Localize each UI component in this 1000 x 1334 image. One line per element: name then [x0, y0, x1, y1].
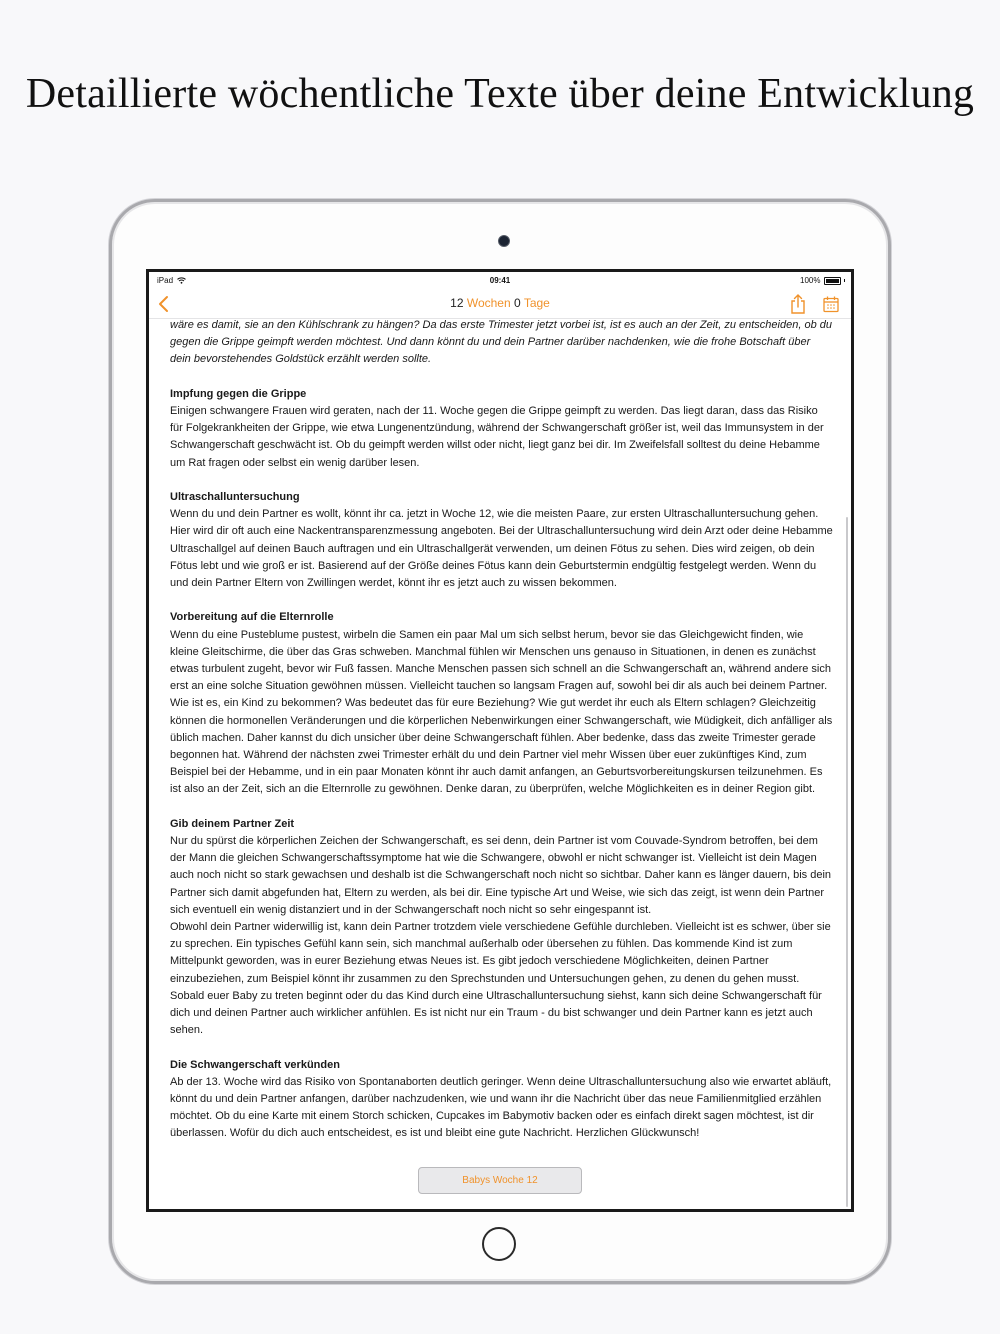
battery-icon [824, 277, 841, 285]
scroll-indicator[interactable] [846, 517, 848, 1207]
front-camera [498, 235, 510, 247]
section-body-partner: Nur du spürst die körperlichen Zeichen der Schwangerschaft, es sei denn, dein Partner ist vom Couvade-Syndrom betroffen, bei dem der Mann die gleichen Schwangerschaftssymptome hat wie die Schwangere, obwohl er nicht schwanger ist. Vielleicht ist dein Magen auch noch nicht so stark gewachsen und deshalb ist die Schwangerschaft noch nicht so sichtbar. Daher kann es länger dauern, bis dein Partner sich damit abgefunden hat, Eltern zu werden, als bei dir. Eine typische Art und Weise, wie sich das zeigt, ist wenn dein Partner sich eventuell ein wenig distanziert und in der Schwangerschaft noch nicht so sehr eingespannt ist. [170, 835, 832, 916]
week-number: 12 [450, 296, 464, 310]
section-body-elternrolle: Wenn du eine Pusteblume pustest, wirbeln die Samen ein paar Mal um sich selbst herum, bevor sie das Gleichgewicht finden, wie kleine Gleitschirme, die über das Gras schweben. Manchmal fühlen wir Menschen uns genauso in Situationen, in denen es zunächst etwas turbulent zugeht, bevor wir Fuß fassen. Manche Menschen passen sich schnell an die Schwangerschaft an, während andere sich erst an eine solche Situation gewöhnen müssen. Vielleicht tauchen so langsam Fragen auf, sowohl bei dir als auch bei deinem Partner. Wie ist es, ein Kind zu bekommen? Was bedeutet das für eure Beziehung? Wie gut werdet ihr euch als Eltern schlagen? Gleichzeitig können die hormonellen Veränderungen und die körperlichen Nebenwirkungen einer Schwangerschaft, wie Müdigkeit, dich anfälliger als üblich machen. Daher kannst du dich unsicher über deine Schwangerschaft fühlen. Aber bedenke, dass das zweite Trimester gerade begonnen hat. Während der nächsten zwei Trimester erhält du und dein Partner viel mehr Wissen über euer zukünftiges Kind, zum Beispiel bei der Hebamme, und in ein paar Monaten könnt ihr auch damit anfangen, an Geburtsvorbereitungskursen teilzunehmen. Es ist also an der Zeit, sich an die Elternrolle zu gewöhnen. Denke daran, zu überprüfen, welche Möglichkeiten es in deiner Region gibt. [170, 628, 833, 796]
share-button[interactable] [789, 293, 807, 315]
section-title-verkuenden: Die Schwangerschaft verkünden [170, 1058, 340, 1071]
article-content [170, 317, 833, 1143]
status-time: 09:41 [489, 276, 511, 285]
section-body-partner-2: Obwohl dein Partner widerwillig ist, kann dein Partner trotzdem viele verschiedene Gefühle durchleben. Vielleicht ist es schwer, über sie zu sprechen. Ein typisches Gefühl kann sein, sich manchmal außerhalb oder übersehen zu fühlen. Das kommende Kind ist zum Mittelpunkt geworden, was in eurer Beziehung etwas Neues ist. Es gibt jedoch verschiedene Möglichkeiten, deinen Partner einzubeziehen, zum Beispiel könnt ihr zusammen zu den Sprechstunden und Untersuchungen gehen, zu denen du gehen musst. Sobald euer Baby zu treten beginnt oder du das Kind durch eine Ultraschalluntersuchung siehst, kann sich deine Schwangerschaft für dich und deinen Partner auch wirklicher anfühlen. Es ist nicht nur ein Traum - du bist schwanger und dein Partner kann es jetzt auch sehen. [170, 921, 831, 1037]
section-body-impfung: Einigen schwangere Frauen wird geraten, nach der 11. Woche gegen die Grippe geimpft zu werden. Das liegt daran, dass das Risiko für Folgekrankheiten der Grippe, wie etwa Lungenentzündung, während der Schwangerschaft größer ist, weil das Immunsystem in der Schwangerschaft geschwächt ist. Ob du geimpft werden willst oder nicht, liegt ganz bei dir. Im Zweifelsfall solltest du deine Hebamme um Rat fragen oder selbst ein wenig darüber lesen. [170, 405, 824, 469]
section-title-partner: Gib deinem Partner Zeit [170, 817, 295, 830]
calendar-button[interactable] [822, 295, 840, 313]
intro-paragraph: wäre es damit, sie an den Kühlschrank zu hängen? Da das erste Trimester jetzt vorbei ist, ist es auch an der Zeit, zu entscheiden, ob du gegen die Grippe geimpft werden möchtest. Und dann könnt du und dein Partner darüber nachdenken, wie die frohe Botschaft über dein bevorstehendes Goldstück erzählt werden sollte. [170, 319, 832, 366]
status-right [800, 276, 845, 285]
status-bar [149, 272, 851, 290]
app-screen [146, 269, 854, 1212]
day-number: 0 [514, 296, 521, 310]
device-name: iPad [157, 276, 174, 285]
section-title-impfung: Impfung gegen die Grippe [170, 387, 307, 400]
calendar-icon [822, 295, 840, 313]
home-button[interactable] [482, 1227, 516, 1261]
section-body-verkuenden: Ab der 13. Woche wird das Risiko von Spontanaborten deutlich geringer. Wenn deine Ultraschalluntersuchung also wie erwartet abläuft, könnt du und dein Partner anfangen, darüber nachzudenken, wie und wann ihr die Nachricht über das neue Familienmitglied erzählen möchtet. Ob du eine Karte mit einem Storch schicken, Cupcakes im Babymotiv backen oder es einfach direkt sagen möchtest, ist dir überlassen. Wofür du dich auch entscheidest, es ist und bleibt eine gute Nachricht. Herzlichen Glückwunsch! [170, 1075, 832, 1140]
share-icon [789, 293, 807, 315]
nav-title [149, 296, 851, 310]
week-unit: Wochen [466, 296, 511, 310]
section-title-ultraschall: Ultraschalluntersuchung [170, 491, 300, 503]
battery-percentage: 100% [800, 276, 821, 285]
battery-tip [844, 279, 846, 282]
navigation-bar [149, 290, 851, 319]
baby-week-button[interactable]: Babys Woche 12 [418, 1167, 582, 1194]
day-unit: Tage [523, 296, 550, 310]
section-body-ultraschall: Wenn du und dein Partner es wollt, könnt ihr ca. jetzt in Woche 12, wie die meisten Paare, zur ersten Ultraschalluntersuchung gehen. Hier wird dir oft auch eine Nackentransparenzmessung angeboten. Bei der Ultraschalluntersuchung wird dein Arzt oder deine Hebamme Ultraschallgel auf deinen Bauch auftragen und ein Ultraschallgerät verwenden, um deinen Fötus zu sehen. Dies wird zeigen, ob dein Fötus lebt und wie groß er ist. Basierend auf der Größe deines Fötus kann dein Geburtstermin endgültig festgelegt werden. Wenn du und dein Partner Eltern von Zwillingen werdet, könnt ihr es jetzt auch zu wissen bekommen. [170, 508, 833, 590]
page-headline: Detaillierte wöchentliche Texte über deine Entwicklung [25, 71, 975, 117]
section-title-elternrolle: Vorbereitung auf die Elternrolle [170, 611, 334, 624]
